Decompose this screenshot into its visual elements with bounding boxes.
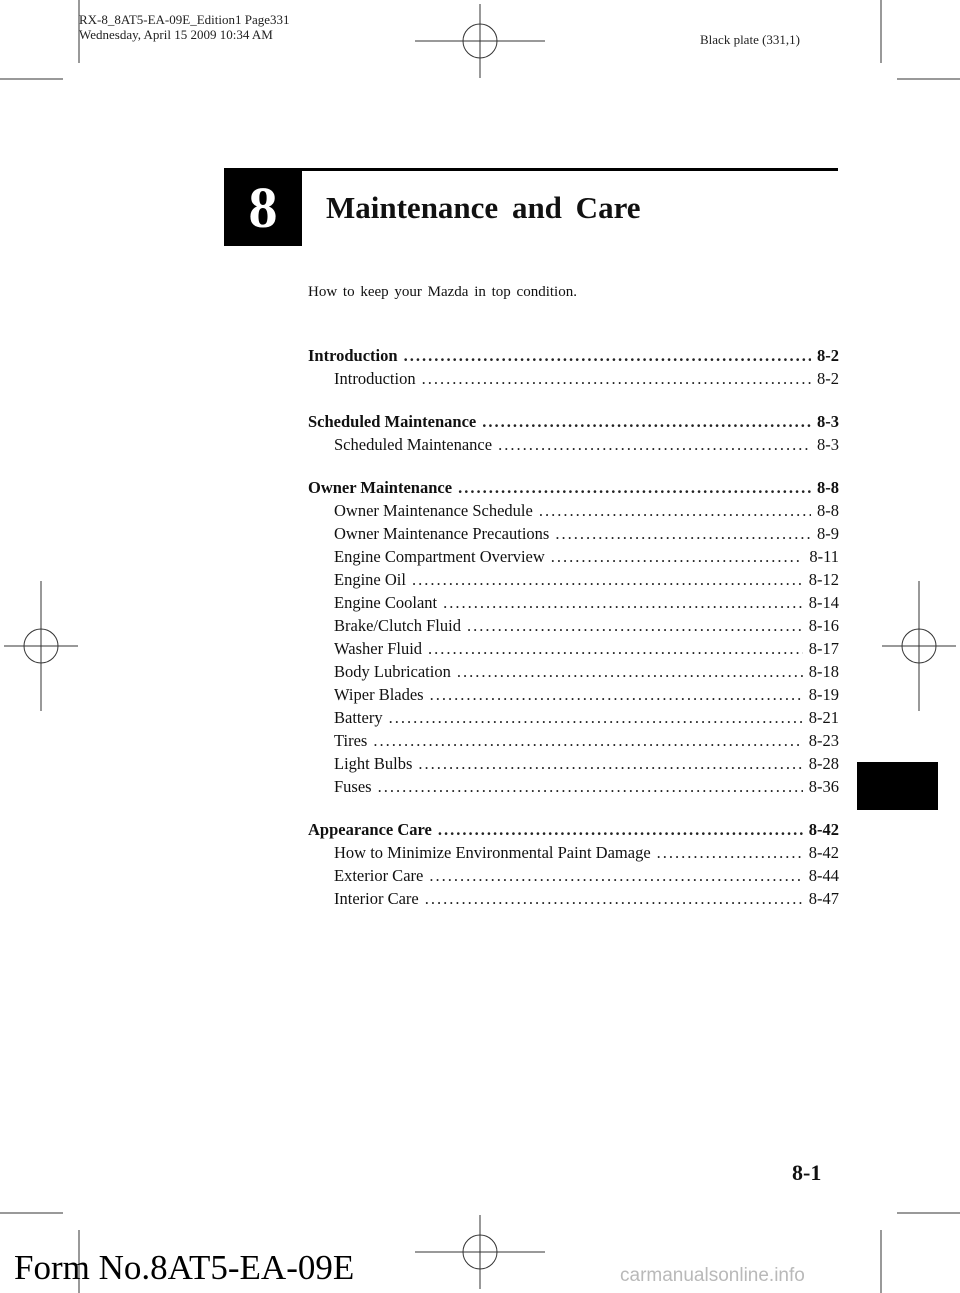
- toc-entry[interactable]: [308, 777, 839, 800]
- toc-section: [308, 412, 839, 458]
- toc-section-heading[interactable]: [308, 346, 839, 369]
- toc-label: Light Bulbs: [334, 754, 413, 773]
- toc-page: 8-18: [808, 662, 839, 681]
- toc-page: 8-12: [808, 570, 839, 589]
- dot-leader: [422, 369, 811, 389]
- dot-leader: [428, 639, 803, 659]
- dot-leader: [443, 593, 803, 613]
- toc-label: Interior Care: [334, 889, 419, 908]
- form-number: Form No.8AT5-EA-09E: [14, 1248, 355, 1287]
- dot-leader: [373, 731, 802, 751]
- toc-entry[interactable]: [308, 889, 839, 912]
- toc-section-heading[interactable]: [308, 478, 839, 501]
- toc-label: Scheduled Maintenance: [334, 435, 493, 454]
- toc-entry[interactable]: [308, 593, 839, 616]
- slug-line-2: Wednesday, April 15 2009 10:34 AM: [79, 27, 273, 42]
- toc-page: 8-16: [808, 616, 839, 635]
- chapter-number: 8: [248, 174, 278, 240]
- toc-section-heading[interactable]: [308, 820, 839, 843]
- dot-leader: [425, 889, 803, 909]
- toc-section: [308, 346, 839, 392]
- toc-section-heading[interactable]: [308, 412, 839, 435]
- toc-section: [308, 478, 839, 800]
- dot-leader: [498, 435, 811, 455]
- toc-label: Introduction: [308, 346, 398, 365]
- toc-page: 8-36: [808, 777, 839, 796]
- toc-label: Owner Maintenance Schedule: [334, 501, 533, 520]
- toc-entry[interactable]: [308, 685, 839, 708]
- chapter-subtitle: How to keep your Mazda in top condition.: [308, 284, 577, 300]
- toc-label: Exterior Care: [334, 866, 424, 885]
- toc-entry[interactable]: [308, 866, 839, 889]
- toc-label: Owner Maintenance Precautions: [334, 524, 550, 543]
- toc-entry[interactable]: [308, 369, 839, 392]
- toc-page: 8-14: [808, 593, 839, 612]
- toc-page: 8-42: [808, 843, 839, 862]
- toc-page: 8-8: [817, 501, 839, 520]
- toc-label: Washer Fluid: [334, 639, 423, 658]
- dot-leader: [458, 478, 811, 498]
- chapter-rule: [302, 168, 838, 171]
- toc-entry[interactable]: [308, 501, 839, 524]
- toc-entry[interactable]: [308, 547, 839, 570]
- toc-page: 8-21: [808, 708, 839, 727]
- toc-page: 8-9: [817, 524, 839, 543]
- toc-label: Tires: [334, 731, 368, 750]
- toc-entry[interactable]: [308, 435, 839, 458]
- toc-page: 8-8: [817, 478, 839, 497]
- watermark: carmanualsonline.info: [620, 1265, 805, 1286]
- toc-entry[interactable]: [308, 639, 839, 662]
- table-of-contents: [308, 346, 839, 932]
- toc-label: Fuses: [334, 777, 372, 796]
- chapter-number-box: [224, 168, 302, 246]
- page-number: 8-1: [792, 1160, 822, 1185]
- toc-page: 8-28: [808, 754, 839, 773]
- toc-label: Wiper Blades: [334, 685, 424, 704]
- plate-label: Black plate (331,1): [700, 32, 800, 47]
- toc-entry[interactable]: [308, 843, 839, 866]
- toc-label: Appearance Care: [308, 820, 432, 839]
- toc-entry[interactable]: [308, 731, 839, 754]
- toc-page: 8-3: [817, 435, 839, 454]
- toc-page: 8-3: [817, 412, 839, 431]
- toc-entry[interactable]: [308, 570, 839, 593]
- toc-page: 8-2: [817, 346, 839, 365]
- toc-section: [308, 820, 839, 912]
- dot-leader: [551, 547, 804, 567]
- dot-leader: [429, 866, 802, 886]
- dot-leader: [555, 524, 811, 544]
- toc-page: 8-2: [817, 369, 839, 388]
- toc-label: Body Lubrication: [334, 662, 451, 681]
- toc-page: 8-42: [808, 820, 839, 839]
- toc-label: Owner Maintenance: [308, 478, 453, 497]
- toc-page: 8-11: [809, 547, 839, 566]
- dot-leader: [438, 820, 803, 840]
- toc-label: How to Minimize Environmental Paint Damage: [334, 843, 651, 862]
- toc-page: 8-17: [808, 639, 839, 658]
- toc-label: Brake/Clutch Fluid: [334, 616, 461, 635]
- slug-line-1: RX-8_8AT5-EA-09E_Edition1 Page331: [79, 12, 290, 27]
- chapter-thumb-tab: [857, 762, 938, 810]
- dot-leader: [430, 685, 803, 705]
- toc-entry[interactable]: [308, 616, 839, 639]
- dot-leader: [418, 754, 802, 774]
- dot-leader: [657, 843, 803, 863]
- toc-entry[interactable]: [308, 754, 839, 777]
- toc-page: 8-23: [808, 731, 839, 750]
- toc-label: Engine Oil: [334, 570, 406, 589]
- chapter-title: Maintenance and Care: [326, 190, 641, 225]
- dot-leader: [457, 662, 803, 682]
- print-slug: [79, 12, 290, 42]
- dot-leader: [389, 708, 803, 728]
- toc-page: 8-44: [808, 866, 839, 885]
- dot-leader: [539, 501, 811, 521]
- dot-leader: [404, 346, 811, 366]
- dot-leader: [412, 570, 803, 590]
- toc-label: Engine Coolant: [334, 593, 438, 612]
- toc-label: Introduction: [334, 369, 416, 388]
- toc-label: Scheduled Maintenance: [308, 412, 477, 431]
- dot-leader: [378, 777, 803, 797]
- toc-entry[interactable]: [308, 708, 839, 731]
- toc-entry[interactable]: [308, 662, 839, 685]
- toc-entry[interactable]: [308, 524, 839, 547]
- toc-page: 8-47: [808, 889, 839, 908]
- toc-label: Battery: [334, 708, 383, 727]
- dot-leader: [482, 412, 811, 432]
- toc-label: Engine Compartment Overview: [334, 547, 545, 566]
- toc-page: 8-19: [808, 685, 839, 704]
- dot-leader: [467, 616, 803, 636]
